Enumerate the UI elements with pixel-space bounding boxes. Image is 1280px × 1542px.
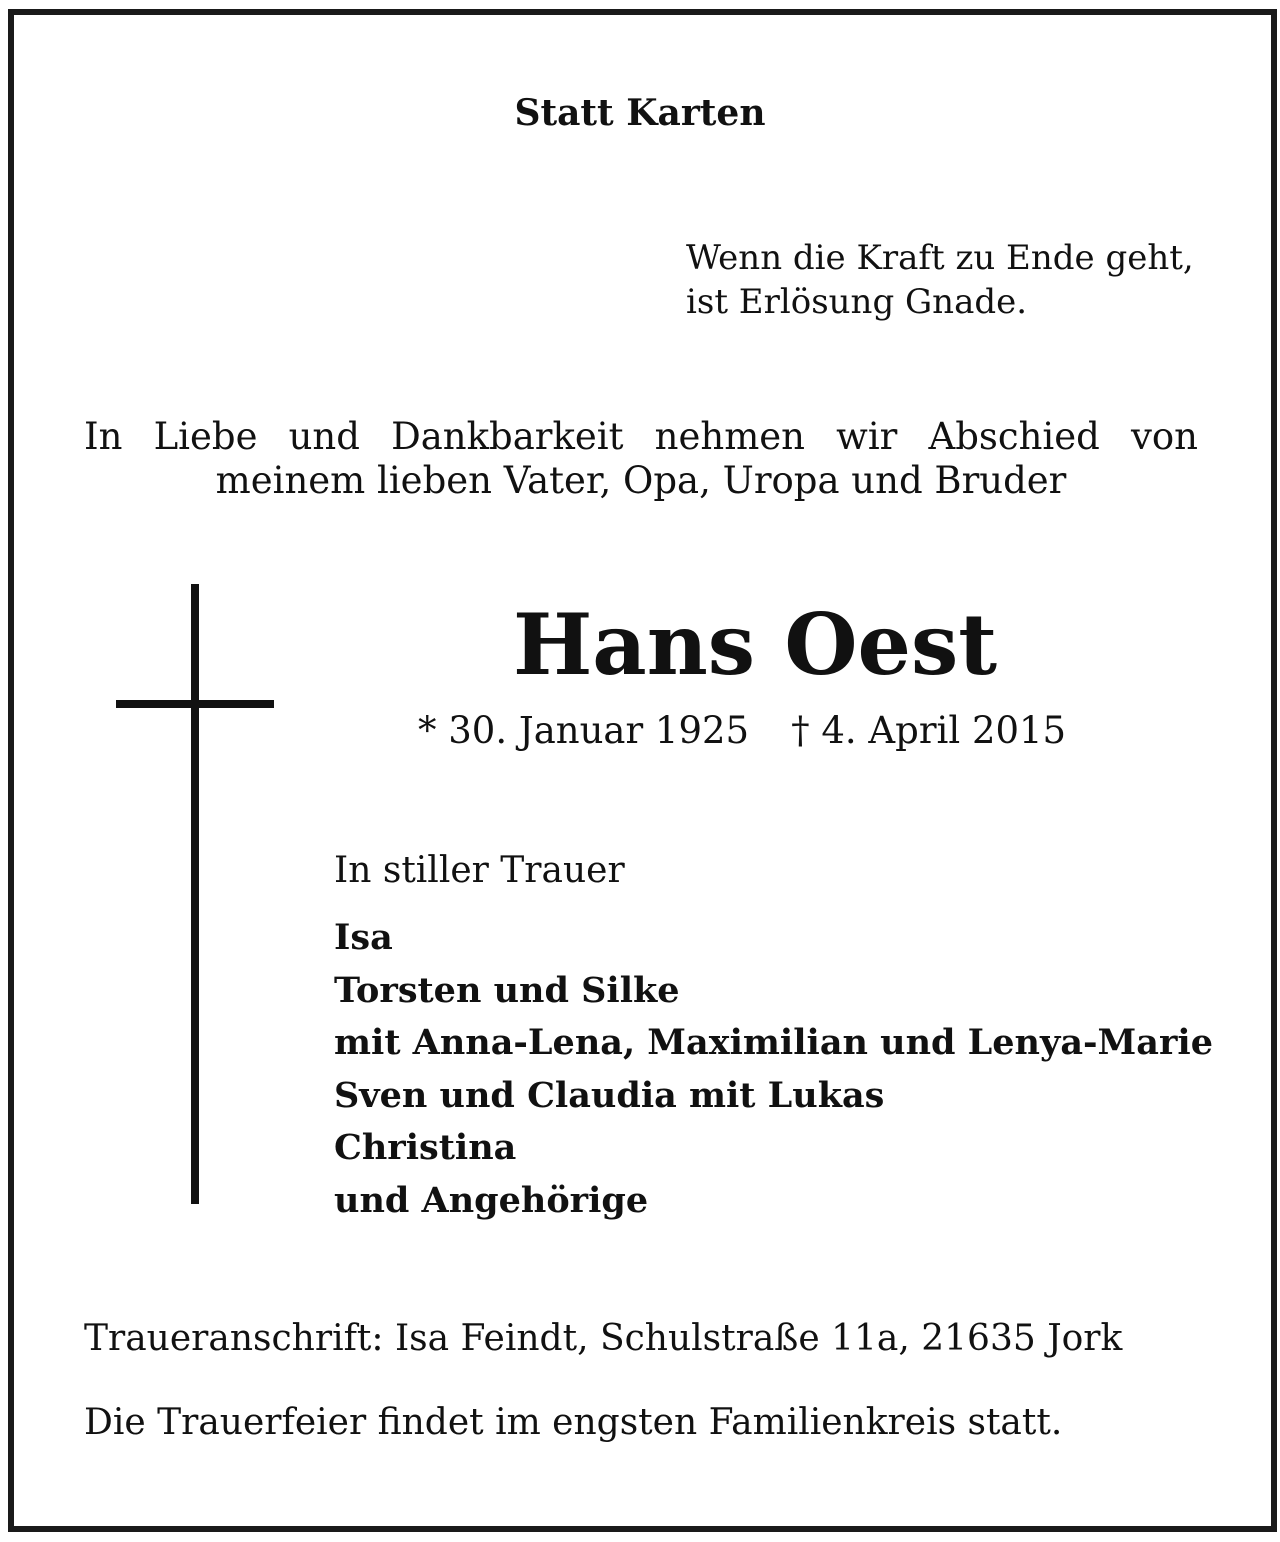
mourner-line: Sven und Claudia mit Lukas [334, 1074, 885, 1116]
mourner-line: und Angehörige [334, 1179, 649, 1221]
motto-quote [686, 236, 1194, 324]
life-dates [418, 708, 1066, 754]
intro-text [84, 415, 1198, 503]
ceremony-note: Die Trauerfeier findet im engsten Familienkreis statt. [84, 1402, 1063, 1443]
death-date: † 4. April 2015 [791, 709, 1067, 752]
notice-header: Statt Karten [514, 92, 766, 134]
cross-horizontal-bar [116, 700, 274, 708]
mourner-line: Christina [334, 1127, 517, 1168]
intro-line-2: meinem lieben Vater, Opa, Uropa und Bruder [215, 459, 1067, 502]
intro-line-1: In Liebe und Dankbarkeit nehmen wir Abschied von [84, 415, 1198, 458]
birth-date: * 30. Januar 1925 [418, 709, 750, 752]
mourners-list [334, 912, 1213, 1227]
mourner-line: Torsten und Silke [334, 969, 680, 1011]
deceased-name: Hans Oest [512, 595, 998, 694]
motto-line-1: Wenn die Kraft zu Ende geht, [686, 238, 1194, 278]
motto-line-2: ist Erlösung Gnade. [686, 282, 1028, 322]
mourner-line: mit Anna-Lena, Maximilian und Lenya-Marie [334, 1022, 1213, 1063]
cross-vertical-bar [191, 584, 199, 1204]
mourning-address: Traueranschrift: Isa Feindt, Schulstraße 11a, 21635 Jork [84, 1318, 1123, 1359]
mourner-line: Isa [334, 917, 393, 958]
mourning-intro: In stiller Trauer [334, 850, 625, 891]
